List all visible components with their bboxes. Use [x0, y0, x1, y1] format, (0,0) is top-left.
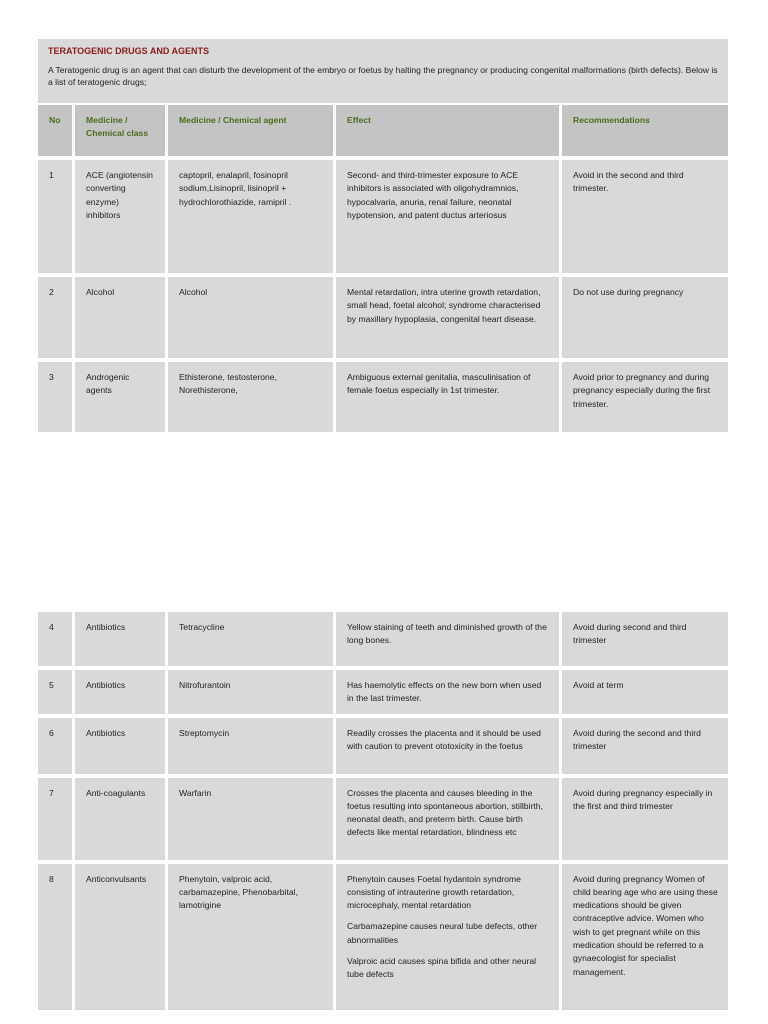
cell-recommendation: Avoid at term — [562, 670, 728, 718]
cell-no: 6 — [38, 718, 72, 778]
effect-text: Valproic acid causes spina bifida and other neural tube defects — [347, 956, 537, 980]
teratogen-table-part2 — [35, 612, 731, 1014]
table-row — [38, 864, 728, 1014]
table-header-row — [38, 105, 728, 160]
cell-agent: Tetracycline — [168, 612, 333, 670]
intro-box — [38, 39, 728, 103]
cell-agent: Streptomycin — [168, 718, 333, 778]
cell-no: 4 — [38, 612, 72, 670]
header-effect: Effect — [336, 105, 559, 160]
cell-effect — [336, 778, 559, 864]
cell-recommendation: Avoid during the second and third trimester — [562, 718, 728, 778]
header-agent: Medicine / Chemical agent — [168, 105, 333, 160]
cell-agent: Phenytoin, valproic acid, carbamazepine, Phenobarbital, lamotrigine — [168, 864, 333, 1014]
document-title: TERATOGENIC DRUGS AND AGENTS — [48, 46, 210, 56]
cell-recommendation: Avoid during pregnancy Women of child bearing age who are using these medications should be given contraceptive advice. Women who wish to get pregnant while on this medication should be referred to a gynaecologist for specialist management. — [562, 864, 728, 1014]
cell-no: 2 — [38, 277, 72, 362]
cell-no: 8 — [38, 864, 72, 1014]
cell-agent: Alcohol — [168, 277, 333, 362]
cell-recommendation: Avoid prior to pregnancy and during pregnancy especially during the first trimester. — [562, 362, 728, 436]
effect-text: Mental retardation, intra uterine growth retardation, small head, foetal alcohol; syndrome characterised by maxillary hypoplasia, congenital heart disease. — [347, 287, 541, 324]
table-row — [38, 670, 728, 718]
cell-effect — [336, 864, 559, 1014]
header-no: No — [38, 105, 72, 160]
cell-recommendation: Avoid during pregnancy especially in the first and third trimester — [562, 778, 728, 864]
cell-effect — [336, 277, 559, 362]
cell-class: Antibiotics — [75, 612, 165, 670]
cell-class: Androgenic agents — [75, 362, 165, 436]
effect-text: Ambiguous external genitalia, masculinisation of female foetus especially in 1st trimester. — [347, 372, 531, 396]
cell-effect — [336, 670, 559, 718]
effect-text: Phenytoin causes Foetal hydantoin syndrome consisting of intrauterine growth retardation, microcephaly, mental retardation — [347, 873, 521, 911]
table-row — [38, 612, 728, 670]
cell-effect — [336, 160, 559, 277]
cell-no: 7 — [38, 778, 72, 864]
cell-recommendation: Do not use during pregnancy — [562, 277, 728, 362]
intro-text: A Teratogenic drug is an agent that can disturb the development of the embryo or foetus by halting the pregnancy or producing congenital malformations (birth defects). Below is a list of teratogenic drugs; — [48, 65, 718, 87]
table-row — [38, 277, 728, 362]
table-row — [38, 160, 728, 277]
cell-class: Anti-coagulants — [75, 778, 165, 864]
effect-text: Readily crosses the placenta and it should be used with caution to prevent ototoxicity in the foetus — [347, 727, 541, 751]
cell-effect — [336, 612, 559, 670]
cell-recommendation: Avoid in the second and third trimester. — [562, 160, 728, 277]
cell-no: 3 — [38, 362, 72, 436]
header-recommendations: Recommendations — [562, 105, 728, 160]
cell-class: Antibiotics — [75, 670, 165, 718]
cell-class: Anticonvulsants — [75, 864, 165, 1014]
cell-no: 1 — [38, 160, 72, 277]
cell-agent: captopril, enalapril, fosinopril sodium,Lisinopril, lisinopril + hydrochlorothiazide, ramipril . — [168, 160, 333, 277]
effect-text: Carbamazepine causes neural tube defects, other abnormalities — [347, 921, 538, 945]
effect-text: Yellow staining of teeth and diminished growth of the long bones. — [347, 622, 547, 646]
cell-agent: Warfarin — [168, 778, 333, 864]
effect-text: Has haemolytic effects on the new born when used in the last trimester. — [347, 680, 542, 704]
cell-agent: Ethisterone, testosterone, Norethisterone, — [168, 362, 333, 436]
cell-no: 5 — [38, 670, 72, 718]
teratogen-table-part1 — [35, 105, 731, 436]
table-row — [38, 362, 728, 436]
effect-text: Second- and third-trimester exposure to ACE inhibitors is associated with oligohydramnios, hypocalvaria, anuria, renal failure, neonatal hypotension, and patent ductus arteriosus — [347, 170, 519, 220]
cell-recommendation: Avoid during second and third trimester — [562, 612, 728, 670]
cell-class: ACE (angiotensin converting enzyme) inhibitors — [75, 160, 165, 277]
header-class: Medicine / Chemical class — [75, 105, 165, 160]
cell-class: Alcohol — [75, 277, 165, 362]
cell-effect — [336, 718, 559, 778]
table-row — [38, 718, 728, 778]
cell-agent: Nitrofurantoin — [168, 670, 333, 718]
effect-text: Crosses the placenta and causes bleeding in the foetus resulting into spontaneous abortion, stillbirth, neonatal death, and preterm birth. Cause birth defects like mental retardation, blindness etc — [347, 787, 543, 838]
table-row — [38, 778, 728, 864]
cell-effect — [336, 362, 559, 436]
cell-class: Antibiotics — [75, 718, 165, 778]
